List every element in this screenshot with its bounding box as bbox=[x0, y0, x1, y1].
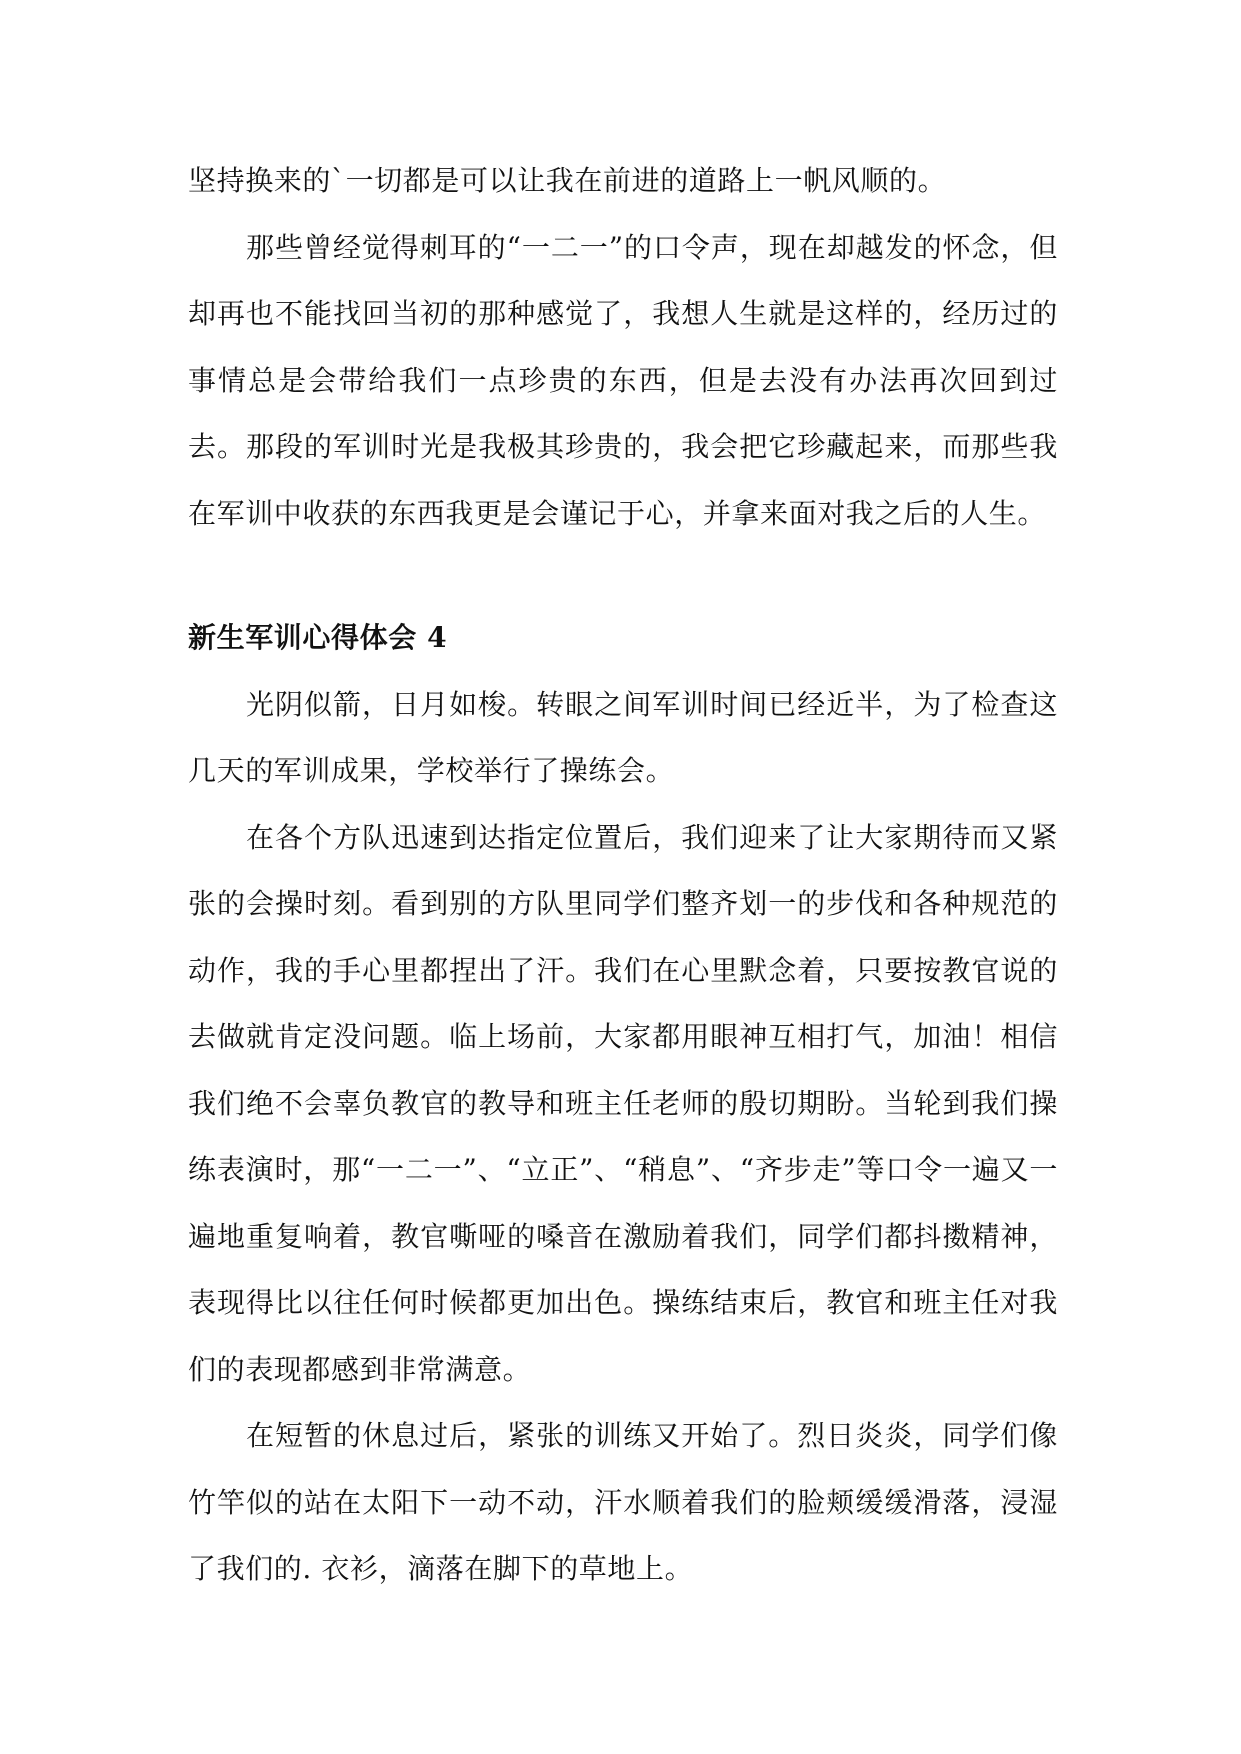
paragraph-drill: 在各个方队迅速到达指定位置后，我们迎来了让大家期待而又紧张的会操时刻。看到别的方队里同学们整齐划一的步伐和各种规范的动作，我的手心里都捏出了汗。我们在心里默念着，只要按教官说的去做就肯定没问题。临上场前，大家都用眼神互相打气，加油！相信我们绝不会辜负教官的教导和班主任老师的殷切期盼。当轮到我们操练表演时，那“一二一”、“立正”、“稍息”、“齐步走”等口令一遍又一遍地重复响着，教官嘶哑的嗓音在激励着我们，同学们都抖擞精神，表现得比以往任何时候都更加出色。操练结束后，教官和班主任对我们的表现都感到非常满意。 bbox=[188, 820, 1058, 1386]
section-title: 新生军训心得体会 4 bbox=[188, 621, 448, 654]
paragraph-continuation: 坚持换来的`一切都是可以让我在前进的道路上一帆风顺的。 bbox=[188, 164, 947, 197]
paragraph-training: 在短暂的休息过后，紧张的训练又开始了。烈日炎炎，同学们像竹竿似的站在太阳下一动不动，汗水顺着我们的脸颊缓缓滑落，浸湿了我们的. 衣衫，滴落在脚下的草地上。 bbox=[188, 1419, 1058, 1585]
document-body bbox=[188, 148, 1058, 1603]
paragraph-intro: 光阴似箭，日月如梭。转眼之间军训时间已经近半，为了检查这几天的军训成果，学校举行了操练会。 bbox=[188, 687, 1058, 787]
paragraph-nostalgia: 那些曾经觉得刺耳的“一二一”的口令声，现在却越发的怀念，但却再也不能找回当初的那种感觉了，我想人生就是这样的，经历过的事情总是会带给我们一点珍贵的东西，但是去没有办法再次回到过去。那段的军训时光是我极其珍贵的，我会把它珍藏起来，而那些我在军训中收获的东西我更是会谨记于心，并拿来面对我之后的人生。 bbox=[188, 230, 1058, 530]
